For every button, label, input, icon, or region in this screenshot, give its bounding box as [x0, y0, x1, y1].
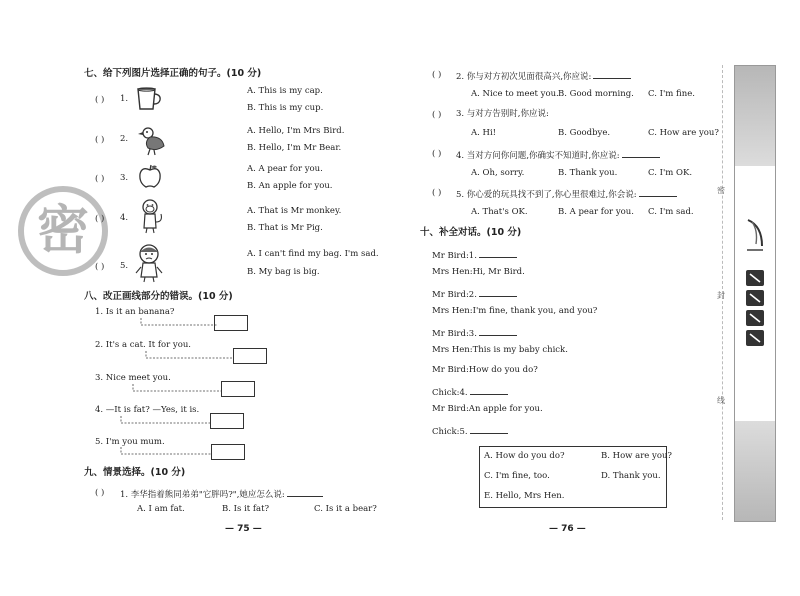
dialogue-line-4: Mrs Hen:I'm fine, thank you, and you?: [432, 306, 598, 316]
section-7-title: 七、给下列图片选择正确的句子。(10 分): [84, 68, 262, 79]
page-number-left: — 75 —: [225, 524, 262, 534]
situation-question-2: 2. 你与对方初次见面很高兴,你应说:: [456, 70, 631, 82]
item-number-7-1: 1.: [120, 94, 129, 104]
binding-char-mi: 密: [717, 186, 725, 195]
situation-question-3: 3. 与对方告别时,你应说:: [456, 109, 549, 119]
dialogue-line-8: Chick:4.: [432, 386, 508, 398]
option-7-3-a: A. A pear for you.: [247, 164, 323, 174]
page-number-right: — 76 —: [549, 524, 586, 534]
dialogue-line-10: Chick:5.: [432, 425, 508, 437]
apple-picture: [136, 163, 164, 189]
dialogue-option-a: A. How do you do?: [484, 451, 565, 461]
situation-question-1: 1. 李华指着熊同弟弟"它胖吗?",她应怎么说:: [120, 488, 323, 500]
option-7-2-a: A. Hello, I'm Mrs Bird.: [247, 126, 345, 136]
dialogue-line-6: Mrs Hen:This is my baby chick.: [432, 345, 568, 355]
dialogue-line-7: Mr Bird:How do you do?: [432, 365, 538, 375]
option-7-5-a: A. I can't find my bag. I'm sad.: [247, 249, 379, 259]
answer-paren-7-1[interactable]: ( ): [95, 95, 105, 105]
answer-paren-7-3[interactable]: ( ): [95, 174, 105, 184]
brand-logo-icon: [744, 216, 766, 256]
correction-pointer-5: [120, 446, 214, 458]
situation-2-option-a: A. Nice to meet you.: [471, 89, 559, 99]
dialogue-option-b: B. How are you?: [601, 451, 672, 461]
dialogue-line-2: Mrs Hen:Hi, Mr Bird.: [432, 267, 525, 277]
correction-pointer-2: [145, 350, 235, 362]
answer-blank[interactable]: [639, 188, 677, 197]
section-8-title: 八、改正画线部分的错误。(10 分): [84, 291, 233, 302]
correction-item-1: 1. Is it an banana?: [95, 307, 175, 317]
dialogue-blank-5[interactable]: [470, 425, 508, 434]
situation-1-option-a: A. I am fat.: [137, 504, 185, 514]
dialogue-line-5: Mr Bird:3.: [432, 327, 517, 339]
answer-paren-9-3[interactable]: ( ): [432, 110, 442, 120]
option-7-2-b: B. Hello, I'm Mr Bear.: [247, 143, 342, 153]
situation-2-option-c: C. I'm fine.: [648, 89, 695, 99]
seal-character: 密: [36, 201, 89, 261]
dialogue-line-1: Mr Bird:1.: [432, 249, 517, 261]
binding-char-xian: 线: [717, 396, 725, 405]
answer-paren-7-5[interactable]: ( ): [95, 262, 105, 272]
option-7-1-a: A. This is my cap.: [247, 86, 323, 96]
brand-side-strip: [734, 65, 776, 522]
answer-blank[interactable]: [287, 488, 323, 497]
dialogue-option-d: D. Thank you.: [601, 471, 661, 481]
correction-answer-box-5[interactable]: [211, 444, 245, 460]
item-number-7-5: 5.: [120, 261, 129, 271]
option-7-4-b: B. That is Mr Pig.: [247, 223, 323, 233]
cup-picture: [134, 86, 162, 112]
answer-paren-7-2[interactable]: ( ): [95, 135, 105, 145]
correction-pointer-4: [120, 415, 212, 427]
correction-pointer-3: [132, 383, 224, 395]
monkey-picture: [135, 198, 165, 234]
answer-paren-9-2[interactable]: ( ): [432, 70, 442, 80]
correction-answer-box-2[interactable]: [233, 348, 267, 364]
answer-paren-7-4[interactable]: ( ): [95, 214, 105, 224]
option-7-5-b: B. My bag is big.: [247, 267, 320, 277]
correction-item-4: 4. —It is fat? —Yes, it is.: [95, 405, 200, 415]
dialogue-option-c: C. I'm fine, too.: [484, 471, 550, 481]
situation-1-option-c: C. Is it a bear?: [314, 504, 377, 514]
answer-blank[interactable]: [593, 70, 631, 79]
answer-paren-9-4[interactable]: ( ): [432, 149, 442, 159]
item-number-7-4: 4.: [120, 213, 129, 223]
situation-3-option-a: A. Hi!: [471, 128, 497, 138]
correction-answer-box-4[interactable]: [210, 413, 244, 429]
situation-1-option-b: B. Is it fat?: [222, 504, 270, 514]
situation-5-option-c: C. I'm sad.: [648, 207, 694, 217]
dialogue-option-e: E. Hello, Mrs Hen.: [484, 491, 565, 501]
dialogue-line-9: Mr Bird:An apple for you.: [432, 404, 543, 414]
situation-4-option-b: B. Thank you.: [558, 168, 618, 178]
section-9-title: 九、情景选择。(10 分): [84, 467, 186, 478]
bird-picture: [136, 124, 168, 156]
correction-item-2: 2. It's a cat. It for you.: [95, 340, 192, 350]
option-7-4-a: A. That is Mr monkey.: [247, 206, 342, 216]
item-number-7-3: 3.: [120, 173, 129, 183]
situation-3-option-b: B. Goodbye.: [558, 128, 611, 138]
dialogue-blank-3[interactable]: [479, 327, 517, 336]
answer-blank[interactable]: [622, 149, 660, 158]
item-number-7-2: 2.: [120, 134, 129, 144]
binding-char-feng: 封: [717, 291, 725, 300]
sad-child-picture: [134, 243, 164, 283]
section-10-title: 十、补全对话。(10 分): [420, 227, 522, 238]
correction-answer-box-1[interactable]: [214, 315, 248, 331]
situation-4-option-c: C. I'm OK.: [648, 168, 693, 178]
answer-paren-9-5[interactable]: ( ): [432, 188, 442, 198]
situation-question-5: 5. 你心爱的玩具找不到了,你心里很难过,你会说:: [456, 188, 677, 200]
situation-4-option-a: A. Oh, sorry.: [471, 168, 525, 178]
dialogue-line-3: Mr Bird:2.: [432, 288, 517, 300]
option-7-3-b: B. An apple for you.: [247, 181, 333, 191]
brand-wordmark-graphic: [743, 266, 767, 356]
situation-5-option-a: A. That's OK.: [471, 207, 528, 217]
dialogue-blank-1[interactable]: [479, 249, 517, 258]
dialogue-blank-4[interactable]: [470, 386, 508, 395]
option-7-1-b: B. This is my cup.: [247, 103, 324, 113]
situation-2-option-b: B. Good morning.: [558, 89, 634, 99]
situation-5-option-b: B. A pear for you.: [558, 207, 634, 217]
correction-item-3: 3. Nice meet you.: [95, 373, 171, 383]
correction-item-5: 5. I'm you mum.: [95, 437, 165, 447]
dialogue-blank-2[interactable]: [479, 288, 517, 297]
correction-answer-box-3[interactable]: [221, 381, 255, 397]
situation-question-4: 4. 当对方问你问题,你确实不知道时,你应说:: [456, 149, 660, 161]
situation-3-option-c: C. How are you?: [648, 128, 719, 138]
answer-paren-9-1[interactable]: ( ): [95, 488, 105, 498]
correction-pointer-1: [140, 317, 220, 329]
